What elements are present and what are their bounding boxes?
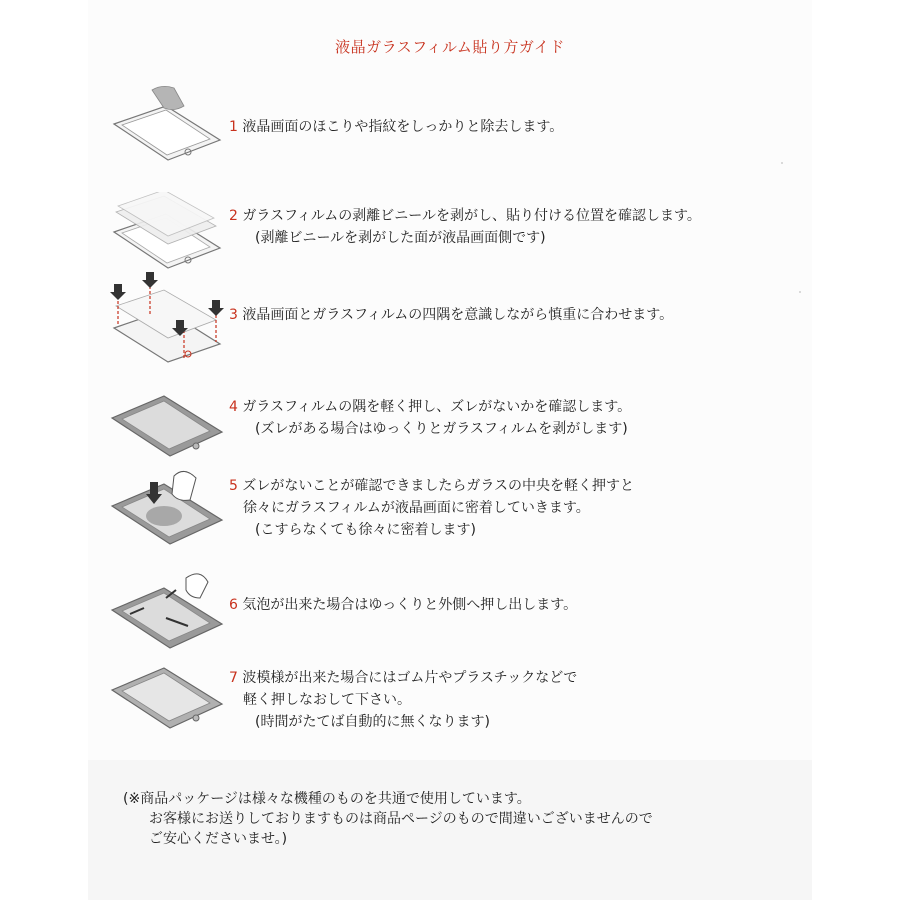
note-line: (※商品パッケージは様々な機種のものを共通で使用しています。 [123,791,531,807]
step-line: 軽く押しなおして下さい。 [243,692,411,708]
phone-wipe-cloth-icon [104,84,229,162]
step-number: 5 [229,478,238,494]
step-4-text [229,396,631,440]
note-line: お客様にお送りしておりますものは商品ページのもので間違いございませんので [149,811,653,827]
step-number: 3 [229,307,238,323]
step-number: 6 [229,597,238,613]
step-number: 7 [229,670,238,686]
press-center-icon [104,460,229,550]
push-bubbles-icon [104,568,229,652]
step-6-text [229,594,577,616]
step-line: 波模様が出来た場合にはゴム片やプラスチックなどで [242,670,578,686]
guide-title: 液晶ガラスフィルム貼り方ガイド [335,38,565,56]
step-5-text [229,475,634,541]
film-peel-icon [104,192,229,270]
step-line: (時間がたてば自動的に無くなります) [255,714,490,730]
step-3-text [229,304,673,326]
package-note [123,789,653,849]
step-line: ガラスフィルムの剥離ビニールを剥がし、貼り付ける位置を確認します。 [242,208,701,224]
step-line: (こすらなくても徐々に密着します) [255,522,476,538]
step-number: 1 [229,119,238,135]
step-7-text [229,667,577,733]
phone-plain-icon [104,662,229,740]
speck [799,291,801,293]
step-number: 2 [229,208,238,224]
step-line: ガラスフィルムの隅を軽く押し、ズレがないかを確認します。 [242,399,632,415]
step-line: 気泡が出来た場合はゆっくりと外側へ押し出します。 [242,597,578,613]
step-2-text [229,205,701,249]
step-line: 液晶画面のほこりや指紋をしっかりと除去します。 [242,119,564,135]
step-line: 液晶画面とガラスフィルムの四隅を意識しながら慎重に合わせます。 [242,307,674,323]
step-line: (ズレがある場合はゆっくりとガラスフィルムを剥がします) [255,421,628,437]
note-line: ご安心くださいませ。) [149,831,288,847]
step-1-text [229,116,563,138]
step-line: ズレがないことが確認できましたらガラスの中央を軽く押すと [242,478,634,494]
step-line: (剥離ビニールを剥がした面が液晶画面側です) [255,230,546,246]
speck [781,162,783,164]
phone-film-icon [104,384,229,462]
step-line: 徐々にガラスフィルムが液晶画面に密着していきます。 [243,500,590,516]
step-number: 4 [229,399,238,415]
align-corners-icon [104,272,229,364]
